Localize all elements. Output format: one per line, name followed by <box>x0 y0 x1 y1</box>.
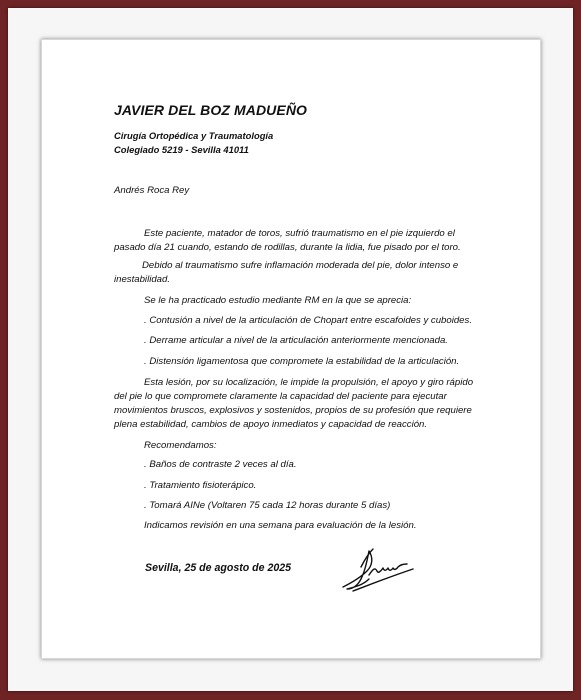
followup-note: Indicamos revisión en una semana para evaluación de la lesión. <box>144 520 417 531</box>
paragraph-assessment-line: plena estabilidad, cambios de apoyo inmediatos y capacidad de reacción. <box>114 419 428 430</box>
mri-finding: . Derrame articular a nivel de la articulación anteriormente mencionada. <box>144 335 448 346</box>
letter-page <box>41 39 541 659</box>
paragraph-incident <box>114 227 469 255</box>
paragraph-assessment-line: del pie lo que compromete claramente la capacidad del paciente para ejecutar <box>114 391 447 402</box>
patient-name: Andrés Roca Rey <box>114 185 190 196</box>
paragraph-assessment-line: movimientos bruscos, explosivos y sostenidos, propios de su profesión que requiere <box>114 405 472 416</box>
paragraph-incident-line: Este paciente, matador de toros, sufrió traumatismo en el pie izquierdo el <box>144 228 455 239</box>
paragraph-symptoms-line: inestabilidad. <box>114 274 171 285</box>
recommendation-item: . Baños de contraste 2 veces al día. <box>144 459 297 470</box>
letter-body <box>41 39 541 659</box>
recommendations-heading: Recomendamos: <box>144 440 217 451</box>
mri-intro: Se le ha practicado estudio mediante RM en la que se aprecia: <box>144 295 412 306</box>
recommendation-item: . Tratamiento fisioterápico. <box>144 480 257 491</box>
recommendation-item: . Tomará AINe (Voltaren 75 cada 12 horas durante 5 días) <box>144 500 391 511</box>
date-line: Sevilla, 25 de agosto de 2025 <box>145 562 292 574</box>
paragraph-incident-line: pasado día 21 cuando, estando de rodillas, durante la lidia, fue pisado por el toro. <box>114 242 461 253</box>
mri-finding: . Distensión ligamentosa que compromete la estabilidad de la articulación. <box>144 356 460 367</box>
handwritten-signature <box>339 537 419 597</box>
paragraph-assessment-line: Esta lesión, por su localización, le impide la propulsión, el apoyo y giro rápido <box>144 377 474 388</box>
paragraph-symptoms-line: Debido al traumatismo sufre inflamación moderada del pie, dolor intenso e <box>142 260 459 271</box>
paragraph-symptoms <box>114 259 469 287</box>
picture-frame <box>8 8 573 691</box>
mri-finding: . Contusión a nivel de la articulación de Chopart entre escafoides y cuboides. <box>144 315 472 326</box>
doctor-registration: Colegiado 5219 - Sevilla 41011 <box>114 144 249 155</box>
paragraph-assessment <box>114 376 476 432</box>
doctor-name: JAVIER DEL BOZ MADUEÑO <box>114 102 308 118</box>
doctor-specialty: Cirugía Ortopédica y Traumatología <box>114 130 274 141</box>
